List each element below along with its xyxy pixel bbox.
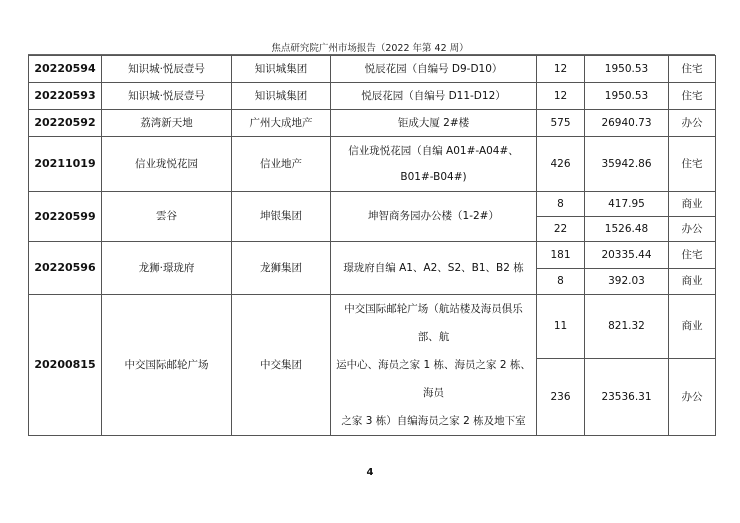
table-row: [29, 137, 716, 192]
building-line: 运中心、海员之家 1 栋、海员之家 2 栋、海员: [336, 359, 531, 399]
units-cell: 12: [537, 83, 585, 110]
table-row: [29, 295, 716, 359]
table-row: [29, 110, 716, 137]
project-table: [28, 55, 716, 436]
project-id-cell: 20220599: [29, 192, 102, 242]
area-cell: 35942.86: [585, 137, 669, 192]
project-name-cell: 荔湾新天地: [102, 110, 232, 137]
building-line: 信业珑悦花园（自编 A01#-A04#、: [348, 145, 519, 157]
project-id-cell: 20211019: [29, 137, 102, 192]
area-cell: 20335.44: [585, 242, 669, 269]
developer-cell: 龙狮集团: [232, 242, 331, 295]
building-cell: [331, 295, 537, 436]
area-cell: 26940.73: [585, 110, 669, 137]
building-cell: 璟珑府自编 A1、A2、S2、B1、B2 栋: [331, 242, 537, 295]
developer-cell: 广州大成地产: [232, 110, 331, 137]
developer-cell: 中交集团: [232, 295, 331, 436]
units-cell: 236: [537, 358, 585, 435]
project-name-cell: 知识城·悦辰壹号: [102, 83, 232, 110]
units-cell: 181: [537, 242, 585, 269]
area-cell: 1950.53: [585, 56, 669, 83]
use-cell: 住宅: [669, 83, 716, 110]
units-cell: 12: [537, 56, 585, 83]
table-row: [29, 242, 716, 269]
area-cell: 23536.31: [585, 358, 669, 435]
project-id-cell: 20220593: [29, 83, 102, 110]
building-cell: [331, 137, 537, 192]
units-cell: 22: [537, 217, 585, 242]
building-line: 中交国际邮轮广场（航站楼及海员俱乐部、航: [344, 303, 523, 343]
units-cell: 8: [537, 192, 585, 217]
area-cell: 392.03: [585, 269, 669, 295]
developer-cell: 知识城集团: [232, 83, 331, 110]
project-id-cell: 20220592: [29, 110, 102, 137]
table-row: [29, 83, 716, 110]
use-cell: 商业: [669, 269, 716, 295]
project-name-cell: 龙狮·璟珑府: [102, 242, 232, 295]
building-cell: 悦辰花园（自编号 D11-D12）: [331, 83, 537, 110]
table-row: [29, 56, 716, 83]
project-name-cell: 知识城·悦辰壹号: [102, 56, 232, 83]
building-line: B01#-B04#): [400, 171, 467, 183]
use-cell: 办公: [669, 358, 716, 435]
use-cell: 商业: [669, 192, 716, 217]
project-name-cell: 雲谷: [102, 192, 232, 242]
developer-cell: 信业地产: [232, 137, 331, 192]
project-id-cell: 20220596: [29, 242, 102, 295]
use-cell: 商业: [669, 295, 716, 359]
project-id-cell: 20220594: [29, 56, 102, 83]
page-number: 4: [366, 467, 374, 478]
units-cell: 11: [537, 295, 585, 359]
units-cell: 575: [537, 110, 585, 137]
building-cell: 钜成大厦 2#楼: [331, 110, 537, 137]
building-cell: 坤智商务园办公楼（1-2#）: [331, 192, 537, 242]
project-id-cell: 20200815: [29, 295, 102, 436]
developer-cell: 知识城集团: [232, 56, 331, 83]
use-cell: 住宅: [669, 56, 716, 83]
building-line: 之家 3 栋）自编海员之家 2 栋及地下室: [341, 415, 526, 427]
units-cell: 8: [537, 269, 585, 295]
use-cell: 办公: [669, 217, 716, 242]
units-cell: 426: [537, 137, 585, 192]
area-cell: 1526.48: [585, 217, 669, 242]
project-name-cell: 中交国际邮轮广场: [102, 295, 232, 436]
use-cell: 住宅: [669, 242, 716, 269]
area-cell: 1950.53: [585, 83, 669, 110]
area-cell: 417.95: [585, 192, 669, 217]
building-cell: 悦辰花园（自编号 D9-D10）: [331, 56, 537, 83]
project-name-cell: 信业珑悦花园: [102, 137, 232, 192]
use-cell: 办公: [669, 110, 716, 137]
developer-cell: 坤银集团: [232, 192, 331, 242]
table-row: [29, 192, 716, 217]
area-cell: 821.32: [585, 295, 669, 359]
use-cell: 住宅: [669, 137, 716, 192]
page-header: 焦点研究院广州市场报告（2022 年第 42 周）: [271, 43, 469, 54]
